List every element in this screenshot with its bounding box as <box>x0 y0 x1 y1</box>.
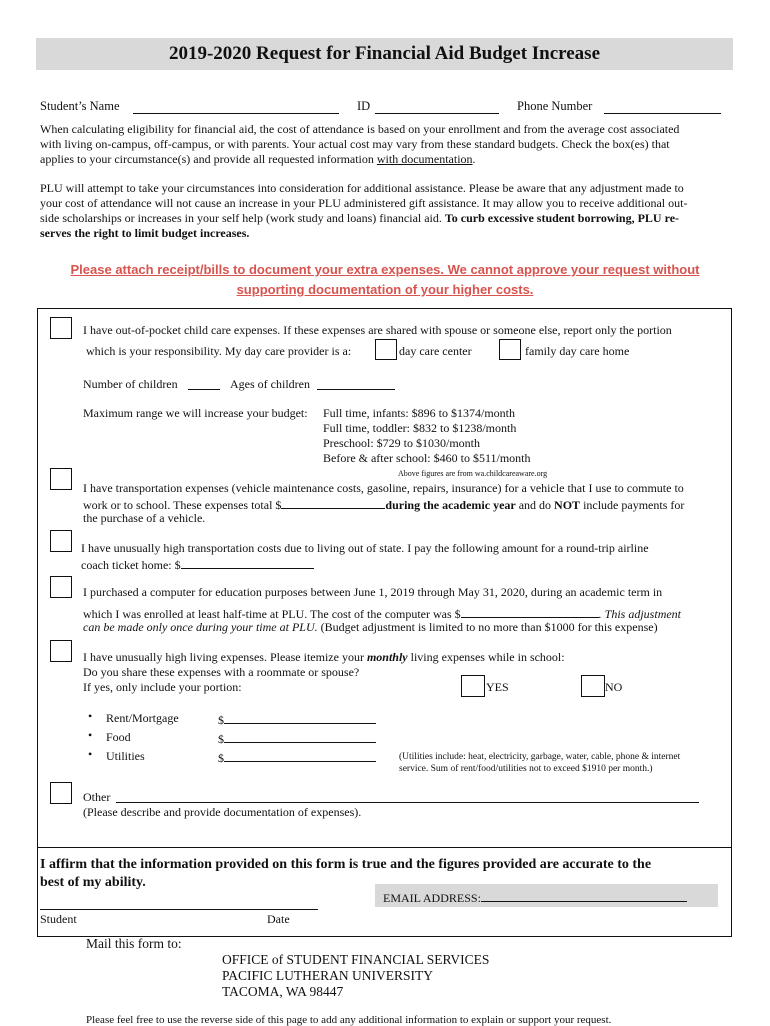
other-description-field[interactable] <box>116 791 699 803</box>
num-children-label: Number of children <box>83 377 178 391</box>
childcare-checkbox[interactable] <box>50 317 72 339</box>
ages-children-label: Ages of children <box>230 377 310 391</box>
page-title: 2019-2020 Request for Financial Aid Budget Increase <box>168 43 601 64</box>
email-field[interactable] <box>481 889 687 902</box>
share-yes-label: YES <box>486 680 509 694</box>
food-amount-row: $ <box>218 730 376 747</box>
phone-field[interactable] <box>604 101 721 114</box>
intro-paragraph-2: PLU will attempt to take your circumstances into consideration for additional assistance. Please be aware that any adjustment made to your cost of attendance will not cause an increase in your PLU administered gift assistance. It may allow you to receive additional out- side scholarships or increases in your self help (work study and loans) financial aid. To curb excessive student borrowing, PLU re- serves the right to limit budget increases. <box>40 181 688 240</box>
computer-cost-field[interactable] <box>461 605 599 618</box>
transport-line3: the purchase of a vehicle. <box>83 511 206 525</box>
living-line2: Do you share these expenses with a roommate or spouse? <box>83 665 360 679</box>
student-name-label: Student’s Name <box>40 99 120 113</box>
computer-line3: can be made only once during your time at PLU. (Budget adjustment is limited to no more than $1000 for this expense) <box>83 620 658 634</box>
footer-note: Please feel free to use the reverse side of this page to add any additional information to explain or support your request. <box>86 1014 612 1026</box>
living-checkbox[interactable] <box>50 640 72 662</box>
title-bar <box>36 38 733 70</box>
intro-paragraph-1: When calculating eligibility for financial aid, the cost of attendance is based on your enrollment and from the average cost associated with living on-campus, off-campus, or with parents. Your actual cost may vary from these standard budgets. Check the box(es) that applies to your circumstance(s) and provide all requested information with documentation. <box>40 122 680 166</box>
transport-line2: work or to school. These expenses total $ during the academic year and do NOT include payments for <box>83 498 685 512</box>
outofstate-checkbox[interactable] <box>50 530 72 552</box>
utilities-amount-row: $ <box>218 749 376 766</box>
range-infants: Full time, infants: $896 to $1374/month <box>323 406 515 420</box>
childcare-source: Above figures are from wa.childcareaware.org <box>398 469 548 478</box>
bullet-icon: • <box>88 747 93 761</box>
range-toddler: Full time, toddler: $832 to $1238/month <box>323 421 517 435</box>
daycare-center-label: day care center <box>399 344 472 358</box>
rent-label: Rent/Mortgage <box>106 711 179 725</box>
daycare-center-checkbox[interactable] <box>375 339 397 360</box>
family-daycare-label: family day care home <box>525 344 630 358</box>
food-amount-field[interactable] <box>224 730 376 743</box>
bullet-icon: • <box>88 709 93 723</box>
transport-checkbox[interactable] <box>50 468 72 490</box>
email-label: EMAIL ADDRESS: <box>383 891 481 905</box>
computer-line1: I purchased a computer for education purposes between June 1, 2019 through May 31, 2020, during an academic term in <box>83 585 663 599</box>
num-children-field[interactable] <box>188 378 220 390</box>
computer-checkbox[interactable] <box>50 576 72 598</box>
other-label: Other <box>83 790 111 804</box>
family-daycare-checkbox[interactable] <box>499 339 521 360</box>
airfare-amount-field[interactable] <box>181 556 314 569</box>
utilities-note: (Utilities include: heat, electricity, garbage, water, cable, phone & internet service. Sum of rent/food/utilities not to exceed $1910 per month.) <box>399 752 681 774</box>
food-label: Food <box>106 730 131 744</box>
utilities-amount-field[interactable] <box>224 749 376 762</box>
computer-line2: which I was enrolled at least half-time at PLU. The cost of the computer was $ . This adjustment <box>83 607 682 621</box>
signature-line[interactable] <box>40 909 318 910</box>
phone-label: Phone Number <box>517 99 593 113</box>
id-label: ID <box>357 99 371 113</box>
transport-amount-field[interactable] <box>281 496 385 509</box>
rent-amount-row: $ <box>218 711 376 728</box>
affirmation-statement: I affirm that the information provided on this form is true and the figures provided are accurate to the best of my ability. <box>40 857 652 890</box>
other-desc: (Please describe and provide documentation of expenses). <box>83 805 362 819</box>
living-line1: I have unusually high living expenses. Please itemize your monthly living expenses while in school: <box>83 650 565 664</box>
outofstate-line2: coach ticket home: $ <box>81 556 314 573</box>
range-label: Maximum range we will increase your budget: <box>83 406 308 420</box>
share-no-checkbox[interactable] <box>581 675 605 697</box>
transport-line1: I have transportation expenses (vehicle maintenance costs, gasoline, repairs, insurance) for a vehicle that I use to commute to <box>83 481 684 495</box>
rent-amount-field[interactable] <box>224 711 376 724</box>
date-label: Date <box>267 912 290 926</box>
student-signature-label: Student <box>40 912 77 926</box>
range-school: Before & after school: $460 to $511/month <box>323 451 531 465</box>
utilities-label: Utilities <box>106 749 145 763</box>
share-no-label: NO <box>605 680 623 694</box>
other-checkbox[interactable] <box>50 782 72 804</box>
documentation-notice: Please attach receipt/bills to document your extra expenses. We cannot approve your request without supporting documentation of your higher costs. <box>70 262 700 297</box>
outofstate-line1: I have unusually high transportation costs due to living out of state. I pay the following amount for a round-trip airline <box>81 541 649 555</box>
student-name-field[interactable] <box>133 101 339 114</box>
ages-children-field[interactable] <box>317 378 395 390</box>
living-line3: If yes, only include your portion: <box>83 680 242 694</box>
bullet-icon: • <box>88 728 93 742</box>
share-yes-checkbox[interactable] <box>461 675 485 697</box>
childcare-line2: which is your responsibility. My day care provider is a: <box>86 344 352 358</box>
range-preschool: Preschool: $729 to $1030/month <box>323 436 480 450</box>
id-field[interactable] <box>375 101 499 114</box>
mail-address: OFFICE of STUDENT FINANCIAL SERVICES PACIFIC LUTHERAN UNIVERSITY TACOMA, WA 98447 <box>222 952 490 999</box>
mail-label: Mail this form to: <box>86 936 182 951</box>
childcare-line1: I have out-of-pocket child care expenses. If these expenses are shared with spouse or someone else, report only the portion <box>83 323 672 337</box>
email-box <box>375 884 718 907</box>
